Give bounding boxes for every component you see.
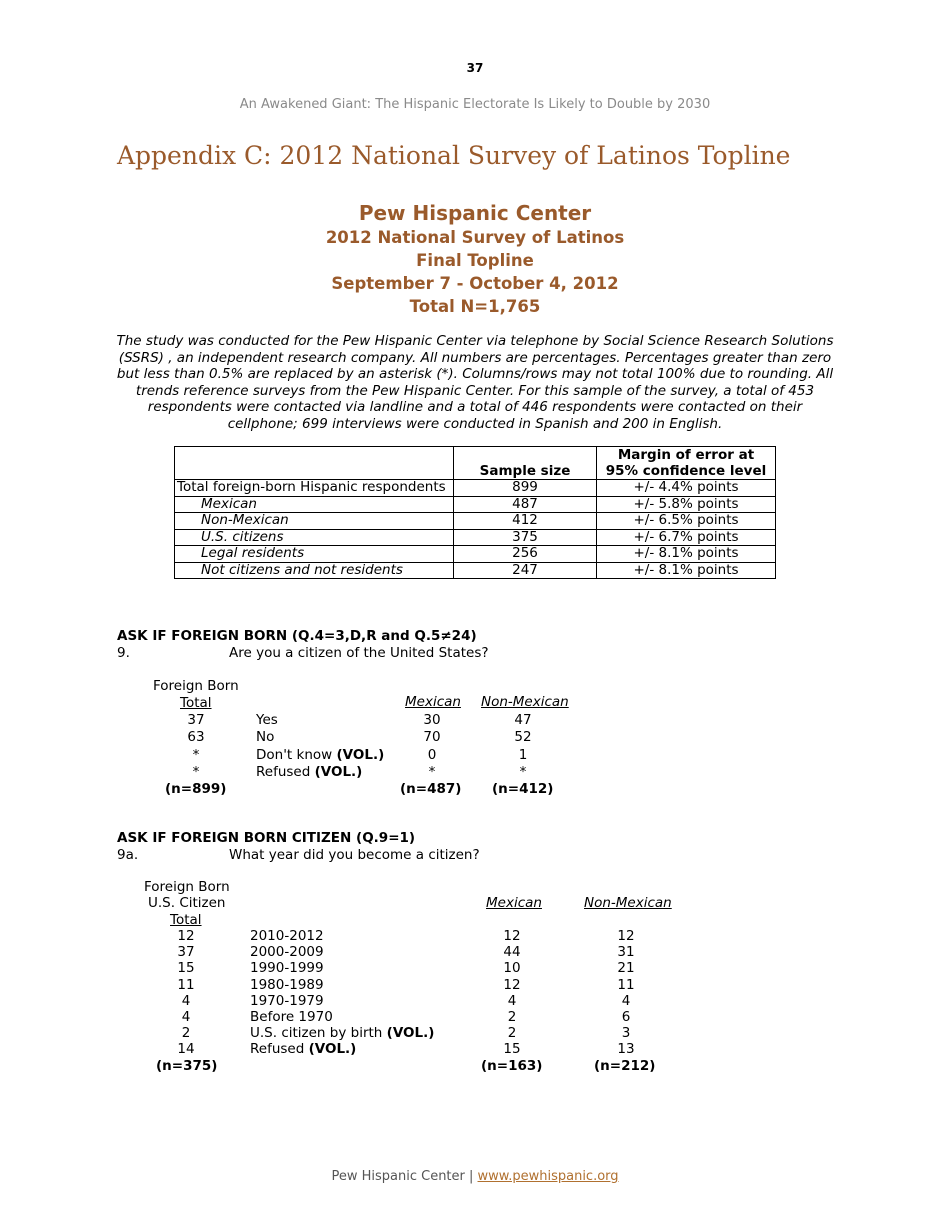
q9-col-nonmexican: Non-Mexican: [481, 694, 569, 710]
header-margin-line1: Margin of error at: [617, 447, 755, 463]
q9a-row-label: [250, 993, 324, 1009]
q9a-row-nonmexican: 12: [617, 928, 635, 944]
q9a-row-vol: (VOL.): [308, 1041, 357, 1058]
q9-row-mexican: *: [428, 763, 436, 780]
q9a-row-mexican: 4: [507, 992, 517, 1009]
row-moe: +/- 6.5% points: [597, 513, 776, 530]
row-moe: +/- 5.8% points: [597, 496, 776, 513]
table-row: [175, 513, 776, 530]
q9a-row-label: [250, 928, 324, 944]
row-label: U.S. citizens: [175, 529, 454, 546]
q9-row-total: 37: [187, 712, 205, 728]
table-row: [175, 496, 776, 513]
q9a-row-label: [250, 960, 324, 976]
q9-row-vol: (VOL.): [314, 763, 363, 780]
q9-row-label-text: Refused: [256, 763, 315, 780]
q9a-row-nonmexican: 11: [617, 976, 635, 993]
q9a-row-total: 4: [181, 992, 191, 1009]
header-margin: [597, 447, 776, 480]
q9a-n-total: (n=375): [156, 1058, 218, 1074]
q9a-n-mexican: (n=163): [481, 1058, 543, 1074]
q9a-row-nonmexican: 6: [621, 1009, 631, 1025]
q9-row-nonmexican: 1: [518, 746, 528, 763]
q9-n-nonmexican: (n=412): [492, 781, 554, 797]
q9a-col-nonmexican: Non-Mexican: [584, 895, 672, 911]
q9a-row-label-text: 1990-1999: [250, 960, 324, 977]
q9a-row-total: 2: [181, 1025, 191, 1042]
row-moe: +/- 4.4% points: [597, 480, 776, 497]
q9a-row-total: 14: [177, 1041, 195, 1058]
q9a-row-nonmexican: 3: [621, 1025, 631, 1042]
q9-row-vol: (VOL.): [336, 746, 385, 763]
appendix-title: Appendix C: 2012 National Survey of Latinos Topline: [117, 141, 791, 170]
q9a-row-mexican: 12: [503, 976, 521, 993]
q9-row-mexican: 30: [423, 712, 441, 728]
q9-row-total: *: [192, 746, 200, 763]
q9a-row-mexican: 12: [503, 928, 521, 944]
q9-row-total: *: [192, 763, 200, 780]
q9a-n-nonmexican: (n=212): [594, 1058, 656, 1074]
q9a-row-nonmexican: 4: [621, 992, 631, 1009]
row-sample: 412: [454, 513, 597, 530]
row-sample: 247: [454, 562, 597, 579]
q9a-row-mexican: 15: [503, 1041, 521, 1058]
q9-row-label: [256, 764, 362, 780]
q9a-row-total: 15: [177, 960, 195, 977]
q9a-row-label-text: Refused: [250, 1041, 309, 1058]
q9a-row-total: 12: [177, 928, 195, 944]
q9a-row-total: 37: [177, 944, 195, 961]
q9-row-mexican: 70: [423, 729, 441, 746]
q9-row-total: 63: [187, 729, 205, 746]
header-blank: [175, 447, 454, 480]
q9a-row-nonmexican: 21: [617, 960, 635, 977]
q9-row-mexican: 0: [427, 746, 437, 763]
q9-row-label: [256, 712, 278, 728]
q9a-row-label-text: 1970-1979: [250, 992, 324, 1009]
row-sample: 899: [454, 480, 597, 497]
q9a-row-label: [250, 944, 324, 960]
footer-org: Pew Hispanic Center |: [331, 1169, 478, 1184]
row-sample: 487: [454, 496, 597, 513]
table-row: [175, 546, 776, 563]
q9a-row-mexican: 10: [503, 960, 521, 977]
header-sample-size: Sample size: [454, 447, 597, 480]
table-row: [175, 529, 776, 546]
row-label: Non-Mexican: [175, 513, 454, 530]
footer: [0, 1169, 950, 1184]
q9a-row-label: [250, 1009, 333, 1025]
row-sample: 256: [454, 546, 597, 563]
q9a-row-nonmexican: 31: [617, 944, 635, 961]
q9a-row-mexican: 2: [507, 1025, 517, 1042]
q9-row-nonmexican: 47: [514, 712, 532, 728]
q9a-row-label-text: 2000-2009: [250, 944, 324, 961]
q9-row-nonmexican: 52: [514, 729, 532, 746]
q9-col-group: Foreign Born: [153, 678, 239, 694]
row-moe: +/- 6.7% points: [597, 529, 776, 546]
q9-row-label: [256, 747, 384, 763]
row-label: Not citizens and not residents: [175, 562, 454, 579]
q9a-row-label-text: Before 1970: [250, 1009, 333, 1025]
q9a-row-label: [250, 977, 324, 993]
row-label: Total foreign-born Hispanic respondents: [175, 480, 454, 497]
row-sample: 375: [454, 529, 597, 546]
table-row: [175, 480, 776, 497]
row-moe: +/- 8.1% points: [597, 546, 776, 563]
q9-row-label-text: Don't know: [256, 746, 337, 763]
q9-n-total: (n=899): [165, 781, 227, 797]
q9a-col-group-2: U.S. Citizen: [148, 895, 226, 911]
org-title: Pew Hispanic Center: [358, 201, 592, 225]
q9a-row-label-text: 2010-2012: [250, 928, 324, 944]
q9a-col-mexican: Mexican: [486, 895, 542, 911]
q9-number: 9.: [117, 645, 130, 661]
q9-row-label: [256, 729, 274, 745]
q9a-row-mexican: 2: [507, 1009, 517, 1025]
q9-col-total: Total: [180, 695, 212, 711]
q9a-row-nonmexican: 13: [617, 1041, 635, 1058]
q9-question: Are you a citizen of the United States?: [229, 645, 489, 661]
methodology-paragraph: The study was conducted for the Pew Hispanic Center via telephone by Social Science Research Solutions (SSRS) , an independent research company. All numbers are percentages. Percentages greater than zero but less than 0.5% are replaced by an asterisk (*). Columns/rows may not total 100% due to rounding. All trends reference surveys from the Pew Hispanic Center. For this sample of the survey, a total of 453 respondents were contacted via landline and a total of 446 respondents were contacted on their cellphone; 699 interviews were conducted in Spanish and 200 in English.: [116, 333, 834, 432]
q9a-row-total: 11: [177, 976, 195, 993]
q9a-row-total: 4: [181, 1009, 191, 1025]
q9-filter: ASK IF FOREIGN BORN (Q.4=3,D,R and Q.5≠24): [117, 628, 477, 644]
q9a-col-total: Total: [170, 912, 202, 928]
survey-dates: September 7 - October 4, 2012: [331, 274, 619, 293]
q9-n-mexican: (n=487): [400, 781, 462, 797]
row-label: Mexican: [175, 496, 454, 513]
row-label: Legal residents: [175, 546, 454, 563]
table-header-row: [175, 447, 776, 480]
q9a-row-label: [250, 1041, 356, 1057]
footer-link[interactable]: www.pewhispanic.org: [477, 1169, 619, 1184]
row-moe: +/- 8.1% points: [597, 562, 776, 579]
q9-col-mexican: Mexican: [405, 694, 461, 710]
margin-of-error-table: [174, 446, 776, 579]
q9a-question: What year did you become a citizen?: [229, 847, 480, 863]
q9a-row-mexican: 44: [503, 944, 521, 961]
q9a-number: 9a.: [117, 847, 139, 863]
survey-title: 2012 National Survey of Latinos: [325, 228, 625, 247]
q9a-filter: ASK IF FOREIGN BORN CITIZEN (Q.9=1): [117, 830, 416, 846]
q9-row-label-text: Yes: [256, 712, 278, 728]
running-title: An Awakened Giant: The Hispanic Electorate Is Likely to Double by 2030: [239, 97, 711, 112]
topline-title: Final Topline: [416, 251, 534, 270]
table-row: [175, 562, 776, 579]
header-margin-line2: 95% confidence level: [605, 463, 767, 479]
q9a-row-label-text: U.S. citizen by birth: [250, 1025, 387, 1042]
q9a-row-label: [250, 1025, 434, 1041]
page-number: 37: [466, 61, 484, 75]
q9a-row-vol: (VOL.): [386, 1025, 435, 1042]
q9a-col-group-1: Foreign Born: [144, 879, 230, 895]
q9-row-nonmexican: *: [519, 763, 527, 780]
q9-row-label-text: No: [256, 729, 275, 746]
q9a-row-label-text: 1980-1989: [250, 976, 324, 993]
total-n: Total N=1,765: [409, 297, 541, 316]
